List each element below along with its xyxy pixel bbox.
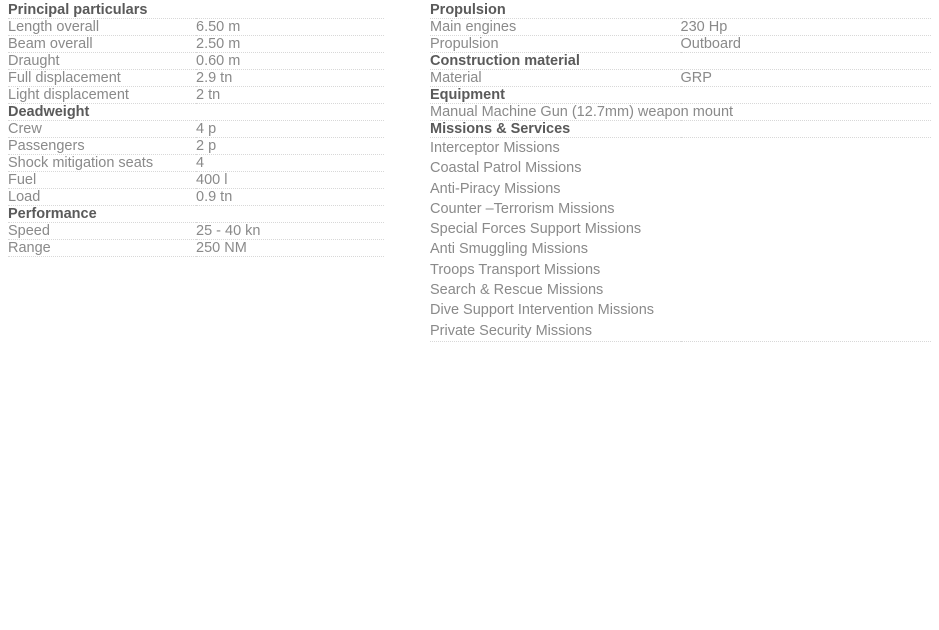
row-label: Length overall bbox=[8, 19, 100, 35]
table-row bbox=[8, 223, 384, 240]
row-value: 400 l bbox=[196, 172, 228, 188]
list-item: Private Security Missions bbox=[430, 322, 592, 339]
row-label: Load bbox=[8, 189, 41, 205]
row-label: Range bbox=[8, 240, 51, 256]
table-row bbox=[430, 70, 931, 87]
section-header-construction-material bbox=[430, 53, 931, 70]
row-label: Draught bbox=[8, 53, 60, 69]
list-item: Interceptor Missions bbox=[430, 140, 560, 156]
row-value: GRP bbox=[680, 70, 712, 86]
row-value: 4 bbox=[196, 155, 205, 171]
section-title: Equipment bbox=[430, 87, 505, 103]
right-spec-table bbox=[430, 0, 931, 342]
section-title: Deadweight bbox=[8, 104, 90, 120]
list-item: Counter –Terrorism Missions bbox=[430, 200, 615, 217]
section-header-propulsion bbox=[430, 0, 931, 19]
table-row bbox=[8, 189, 384, 206]
section-title: Construction material bbox=[430, 53, 580, 69]
section-header-equipment bbox=[430, 87, 931, 104]
list-item: Troops Transport Missions bbox=[430, 261, 601, 278]
list-item: Anti Smuggling Missions bbox=[430, 241, 588, 258]
equipment-text: Manual Machine Gun (12.7mm) weapon mount bbox=[430, 104, 734, 120]
row-label: Full displacement bbox=[8, 70, 121, 86]
row-label: Crew bbox=[8, 121, 42, 137]
table-row bbox=[8, 70, 384, 87]
row-label: Beam overall bbox=[8, 36, 93, 52]
row-value: 0.60 m bbox=[196, 53, 241, 69]
missions-list-row bbox=[430, 138, 931, 342]
table-row bbox=[430, 19, 931, 36]
table-row bbox=[8, 240, 384, 257]
list-item: Search & Rescue Missions bbox=[430, 282, 604, 299]
row-label: Material bbox=[430, 70, 482, 86]
section-header-deadweight bbox=[8, 104, 384, 121]
row-label: Passengers bbox=[8, 138, 85, 154]
list-item: Dive Support Intervention Missions bbox=[430, 302, 655, 319]
row-value: 4 p bbox=[196, 121, 217, 137]
row-value: 2.50 m bbox=[196, 36, 241, 52]
row-label: Propulsion bbox=[430, 36, 499, 52]
section-header-missions-services bbox=[430, 121, 931, 138]
row-value: 2 p bbox=[196, 138, 217, 154]
missions-list bbox=[430, 138, 931, 342]
left-column bbox=[0, 0, 430, 630]
equipment-text-row bbox=[430, 104, 931, 121]
table-row bbox=[8, 53, 384, 70]
table-row bbox=[8, 172, 384, 189]
table-row bbox=[8, 19, 384, 36]
table-row bbox=[8, 155, 384, 172]
right-column bbox=[430, 0, 939, 630]
row-value: 6.50 m bbox=[196, 19, 241, 35]
table-row bbox=[8, 87, 384, 104]
row-value: 230 Hp bbox=[680, 19, 728, 35]
table-row bbox=[8, 138, 384, 155]
section-header-performance bbox=[8, 206, 384, 223]
list-item: Anti-Piracy Missions bbox=[430, 180, 561, 197]
row-label: Fuel bbox=[8, 172, 37, 188]
section-header-principal-particulars bbox=[8, 0, 384, 19]
table-row bbox=[8, 121, 384, 138]
section-title: Missions & Services bbox=[430, 121, 571, 137]
section-title: Performance bbox=[8, 206, 97, 222]
list-item: Coastal Patrol Missions bbox=[430, 160, 582, 177]
row-value: 2.9 tn bbox=[196, 70, 233, 86]
row-label: Speed bbox=[8, 223, 50, 239]
section-title: Principal particulars bbox=[8, 2, 148, 18]
section-title: Propulsion bbox=[430, 2, 506, 18]
table-row bbox=[8, 36, 384, 53]
row-value: 25 - 40 kn bbox=[196, 223, 261, 239]
row-value: 0.9 tn bbox=[196, 189, 233, 205]
row-label: Main engines bbox=[430, 19, 517, 35]
row-label: Shock mitigation seats bbox=[8, 155, 154, 171]
row-value: 250 NM bbox=[196, 240, 247, 256]
table-row bbox=[430, 36, 931, 53]
list-item: Special Forces Support Missions bbox=[430, 221, 642, 238]
row-value: Outboard bbox=[680, 36, 741, 52]
left-spec-table bbox=[8, 0, 384, 257]
row-value: 2 tn bbox=[196, 87, 221, 103]
row-label: Light displacement bbox=[8, 87, 129, 103]
